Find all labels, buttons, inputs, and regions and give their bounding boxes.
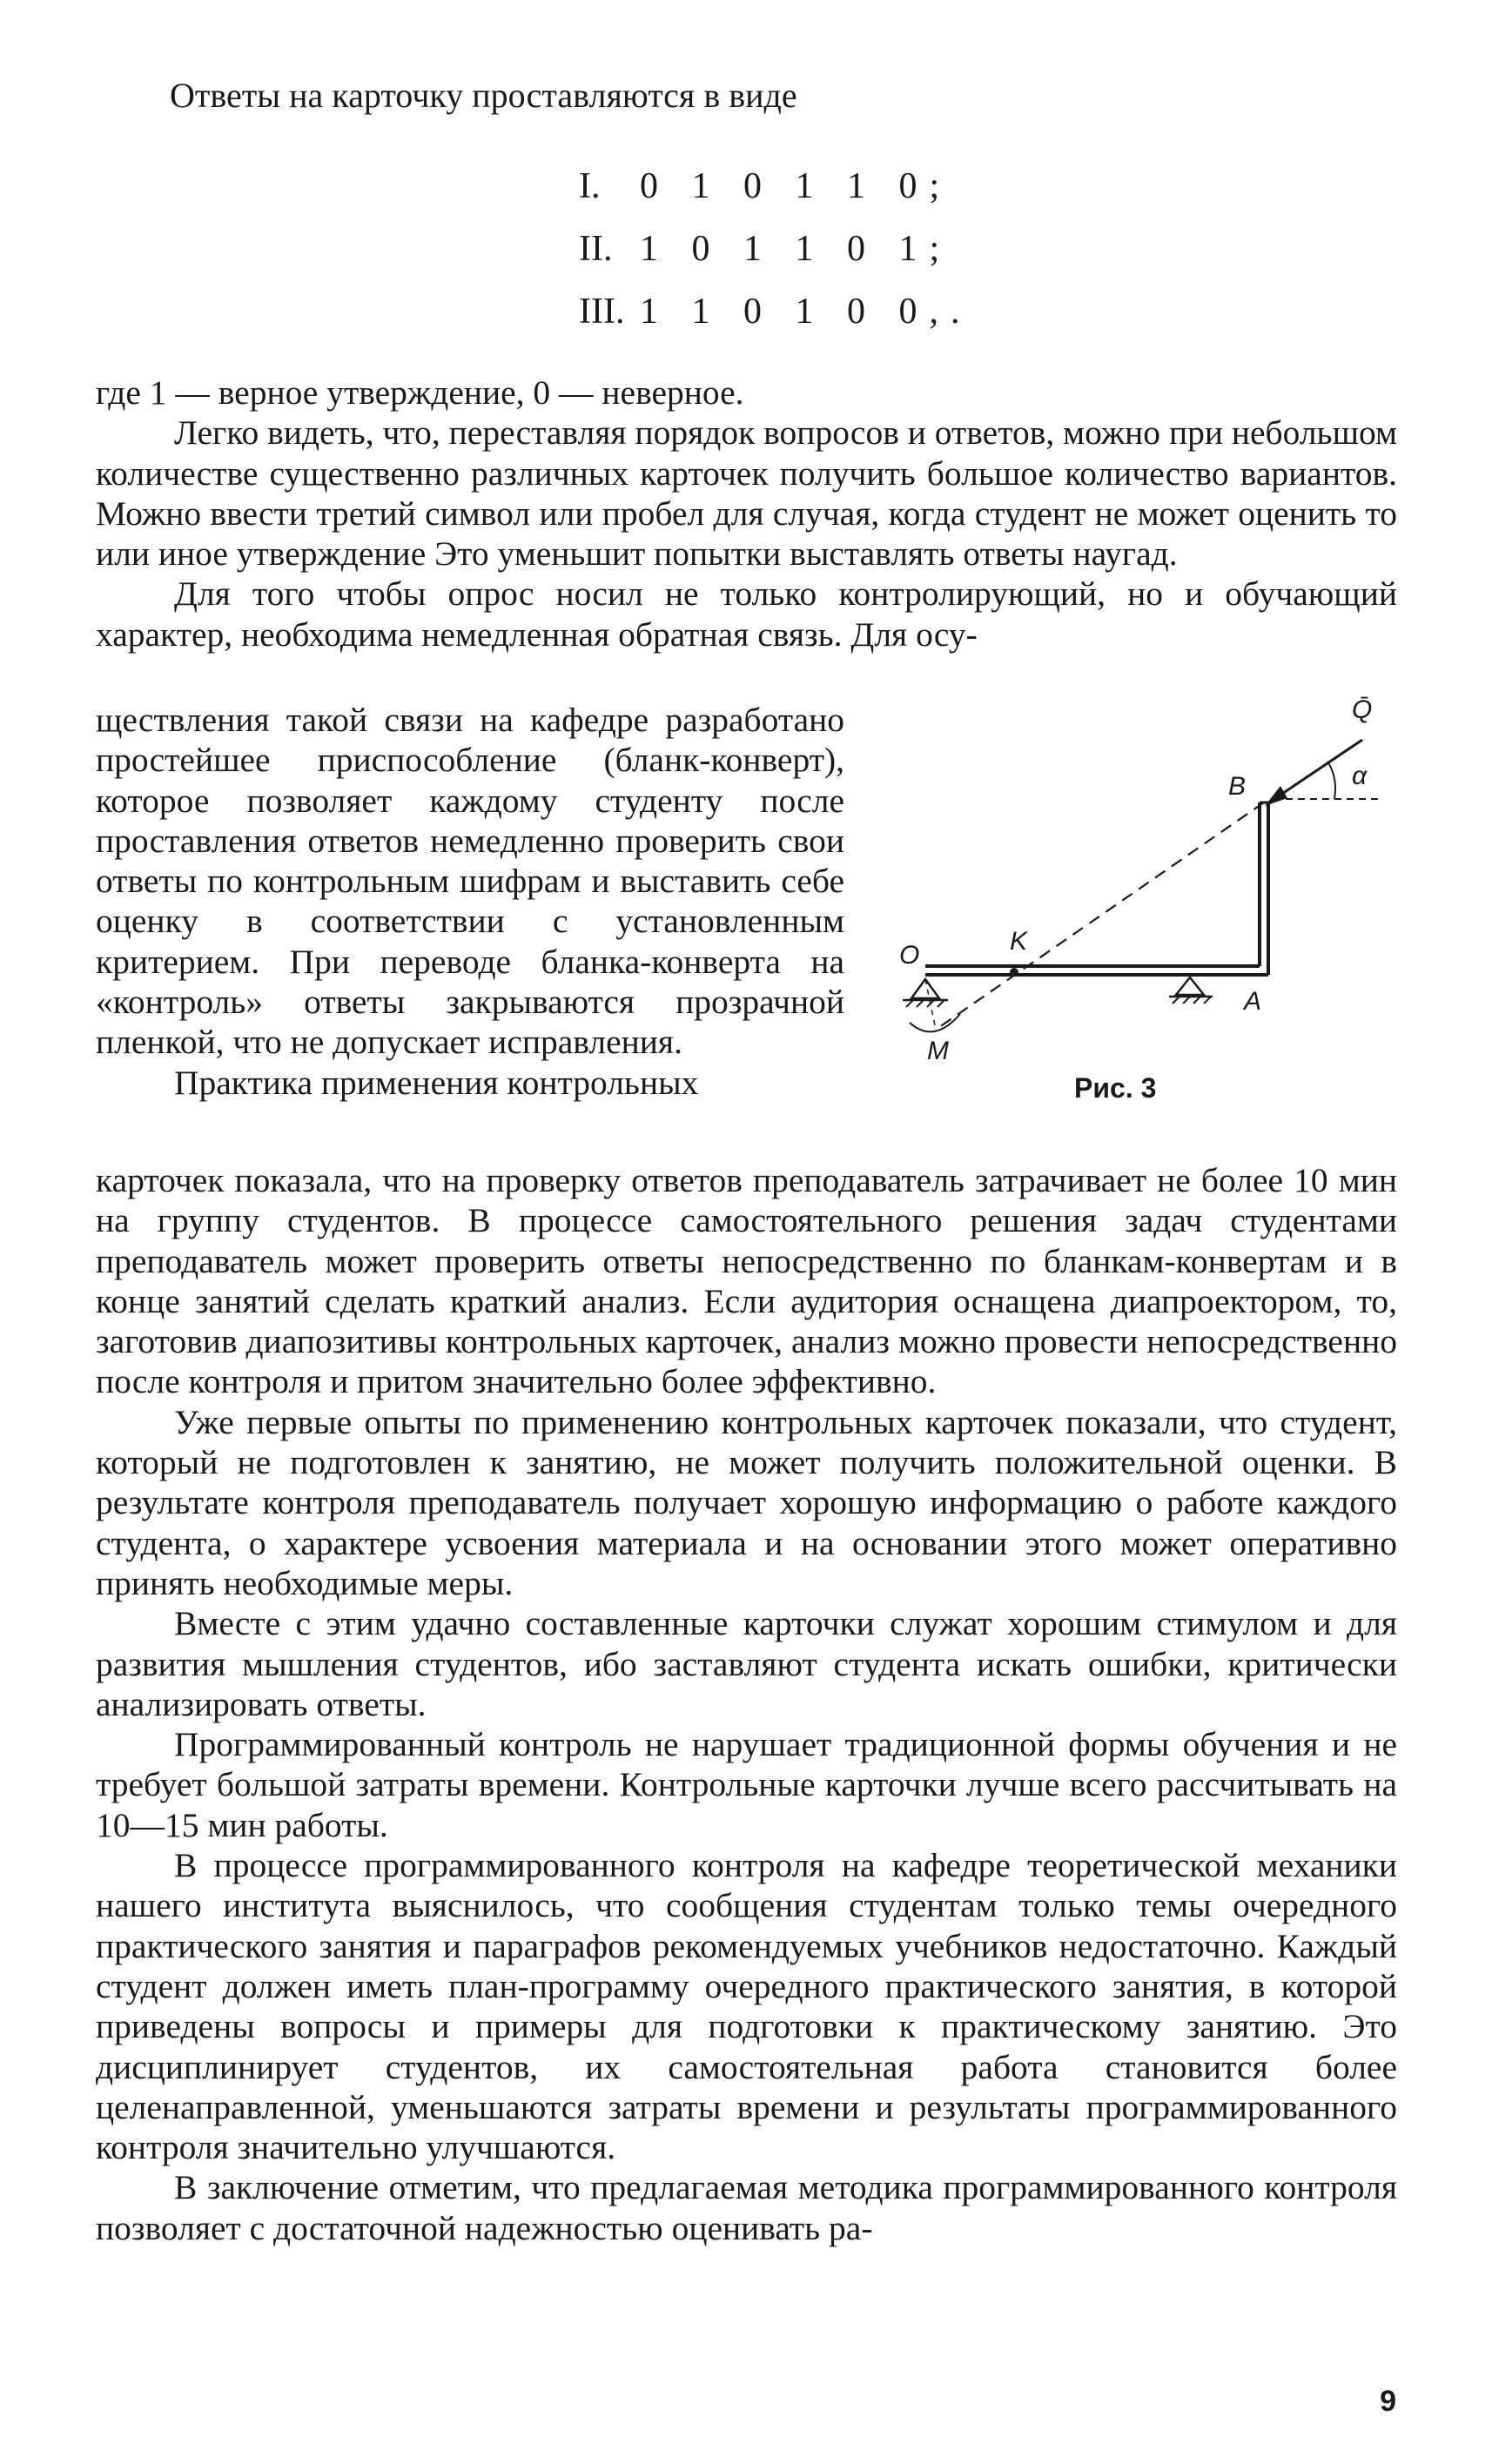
paragraph-together: Вместе с этим удачно составленные карточки служат хорошим стимулом и для развития мышления студентов, ибо заставляют студента искать ошибки, критически анализировать ответы. <box>96 1604 1397 1723</box>
paragraph-programmed: Программированный контроль не нарушает традиционной формы обучения и не требует большой затраты времени. Контрольные карточки лучше всего рассчитывать на 10—15 мин работы. <box>96 1725 1397 1844</box>
code-number: III. <box>579 292 625 332</box>
intro-line: Ответы на карточку проставляются в виде <box>170 76 797 115</box>
answer-code-3 <box>579 291 972 332</box>
paragraph-process: В процессе программированного контроля на кафедре теоретической механики нашего института выяснилось, что сообщения студентам только темы очередного практического занятия и параграфов рекомендуемых учебников недостаточно. Каждый студент должен иметь план-программу очередного практического занятия, в которой приведены вопросы и примеры для подготовки к практическому занятию. Это дисциплинирует студентов, их самостоятельная работа становится более целенаправленной, уменьшаются затраты времени и результаты программированного контроля значительно улучшаются. <box>96 1846 1397 2167</box>
label-o: O <box>899 941 920 970</box>
paragraph-feedback-start: Для того чтобы опрос носил не только контролирующий, но и обучающий характер, необходима немедленная обратная связь. Для осу- <box>96 574 1397 654</box>
label-a: A <box>1244 987 1262 1016</box>
code-number: II. <box>579 229 613 269</box>
code-number: I. <box>579 166 601 206</box>
paragraph-feedback-cont: ществления такой связи на кафедре разработано простейшее приспособление (бланк-конверт), которое позволяет каждому студенту после проставления ответов немедленно проверить свои ответы по контрольным шифрам и выставить себе оценку в соответствии с установленным критерием. При переводе бланка-конверта на «контроль» ответы закрываются прозрачной пленкой, что не допускает исправления. <box>96 701 844 1062</box>
label-q: Q̄ <box>1352 695 1373 724</box>
answer-code-2 <box>579 228 951 270</box>
answer-code-1 <box>579 165 951 207</box>
paragraph-practice-cont: карточек показала, что на проверку ответов преподаватель затрачивает не более 10 мин на группу студентов. В процессе самостоятельного решения задач студентами преподаватель может проверить ответы непосредственно по бланкам-конвертам и в конце занятий сделать краткий анализ. Если аудитория оснащена диапроектором, то, заготовив диапозитивы контрольных карточек, анализ можно провести непосредственно после контроля и притом значительно более эффективно. <box>96 1161 1397 1401</box>
code-digits: 0 1 0 1 1 0; <box>640 166 952 206</box>
page-number: 9 <box>1380 2385 1396 2418</box>
label-m: M <box>927 1037 949 1065</box>
code-digits: 1 0 1 1 0 1; <box>640 229 952 269</box>
text-block-bottom <box>96 1160 1397 2248</box>
label-k: K <box>1010 927 1028 956</box>
text-column-beside-figure <box>96 700 844 1103</box>
code-digits: 1 1 0 1 0 0,. <box>640 292 972 332</box>
label-b: B <box>1228 772 1247 801</box>
paragraph-practice-start: Практика применения контрольных <box>174 1063 699 1102</box>
paragraph-easy: Легко видеть, что, переставляя порядок вопросов и ответов, можно при небольшом количестве существенно различных карточек получить большое количество вариантов. Можно ввести третий символ или пробел для случая, когда студент не может оценить то или иное утверждение Это уменьшит попытки выставлять ответы наугад. <box>96 413 1397 574</box>
paragraph-conclusion: В заключение отметим, что предлагаемая методика программированного контроля позволяет с достаточной надежностью оценивать ра- <box>96 2168 1397 2247</box>
paragraph-first-trials: Уже первые опыты по применению контрольных карточек показали, что студент, который не подготовлен к занятию, не может получить положительной оценки. В результате контроля преподаватель получает хорошую информацию о работе каждого студента, о характере усвоения материала и на основании этого может оперативно принять необходимые меры. <box>96 1402 1397 1602</box>
figure-3-diagram <box>857 683 1397 1136</box>
figure-caption: Рис. 3 <box>1074 1072 1157 1104</box>
paragraph-where: где 1 — верное утверждение, 0 — неверное. <box>96 373 744 412</box>
label-alpha: α <box>1352 762 1368 790</box>
text-block-top <box>96 373 1397 655</box>
